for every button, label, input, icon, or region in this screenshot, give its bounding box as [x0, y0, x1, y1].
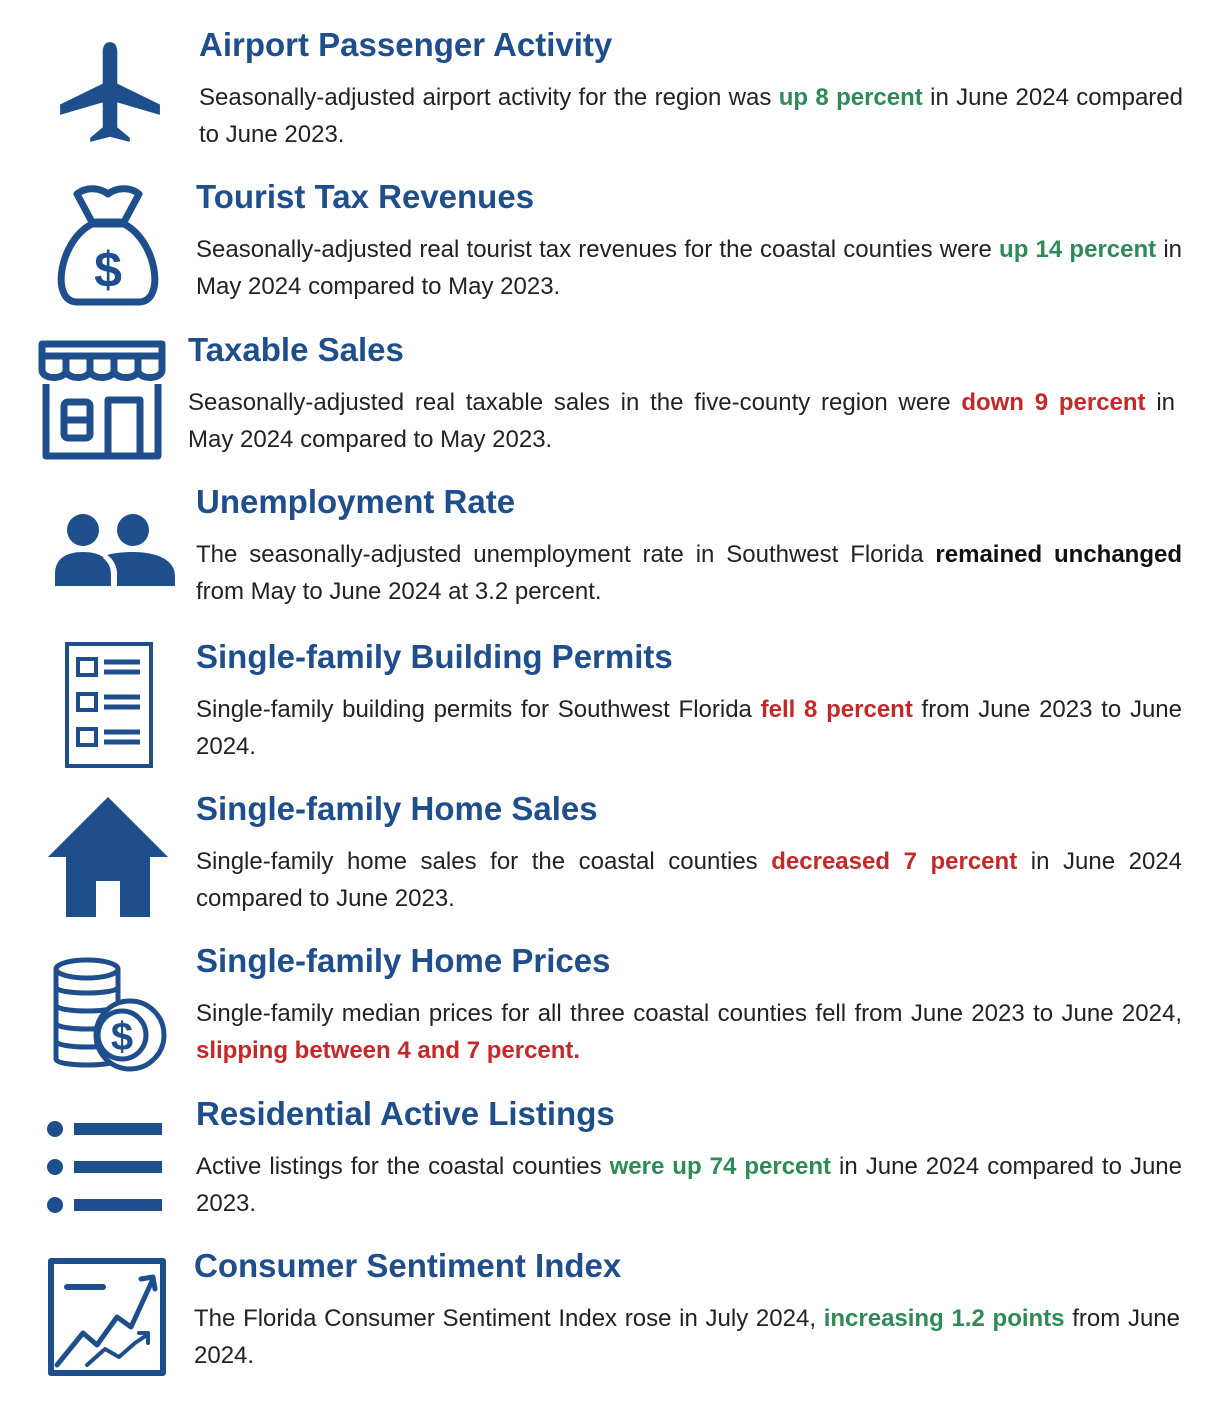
description: The Florida Consumer Sentiment Index rose in July 2024, increasing 1.2 points from June 2024.	[194, 1305, 1180, 1369]
title: Single-family Home Prices	[196, 942, 611, 979]
change-highlight: slipping between 4 and 7 percent.	[196, 1037, 581, 1064]
description: Seasonally-adjusted airport activity for the region was up 8 percent in June 2024 compared to June 2023.	[199, 84, 1183, 148]
money-bag-icon	[52, 182, 164, 308]
title: Residential Active Listings	[196, 1095, 615, 1132]
change-highlight: up 8 percent	[778, 84, 923, 111]
description: Single-family home sales for the coastal counties decreased 7 percent in June 2024 compared to June 2023.	[196, 848, 1183, 912]
title: Unemployment Rate	[196, 483, 516, 520]
airplane-icon	[58, 40, 162, 144]
description: The seasonally-adjusted unemployment rate in Southwest Florida remained unchanged from May to June 2024 at 3.2 percent.	[196, 541, 1182, 605]
house-icon	[46, 795, 170, 919]
change-highlight: increasing 1.2 points	[823, 1305, 1065, 1332]
description: Single-family building permits for Southwest Florida fell 8 percent from June 2023 to June 2024.	[196, 696, 1182, 760]
list-icon	[46, 1116, 164, 1216]
description: Seasonally-adjusted real tourist tax revenues for the coastal counties were up 14 percent in May 2024 compared to May 2023.	[196, 236, 1183, 300]
title: Airport Passenger Activity	[199, 26, 613, 63]
change-highlight: up 14 percent	[999, 236, 1157, 263]
title: Consumer Sentiment Index	[194, 1247, 622, 1284]
checklist-icon	[64, 641, 154, 769]
description: Single-family median prices for all three coastal counties fell from June 2023 to June 2024, slipping between 4 and 7 percent.	[196, 1000, 1182, 1064]
people-icon	[55, 512, 177, 592]
change-highlight: decreased 7 percent	[771, 848, 1018, 875]
trend-chart-icon	[47, 1257, 167, 1377]
change-highlight: fell 8 percent	[760, 696, 913, 723]
title: Taxable Sales	[188, 331, 404, 368]
description: Seasonally-adjusted real taxable sales in the five-county region were down 9 percent in May 2024 compared to May 2023.	[188, 389, 1175, 453]
change-highlight: were up 74 percent	[609, 1153, 832, 1180]
storefront-icon	[38, 340, 166, 462]
title: Tourist Tax Revenues	[196, 178, 535, 215]
svg-text:$: $	[94, 242, 122, 298]
title: Single-family Building Permits	[196, 638, 673, 675]
title: Single-family Home Sales	[196, 790, 598, 827]
coins-icon	[50, 955, 168, 1073]
description: Active listings for the coastal counties were up 74 percent in June 2024 compared to June 2023.	[196, 1153, 1183, 1217]
change-highlight: down 9 percent	[961, 389, 1146, 416]
svg-text:$: $	[110, 1015, 134, 1059]
change-highlight: remained unchanged	[935, 541, 1182, 568]
